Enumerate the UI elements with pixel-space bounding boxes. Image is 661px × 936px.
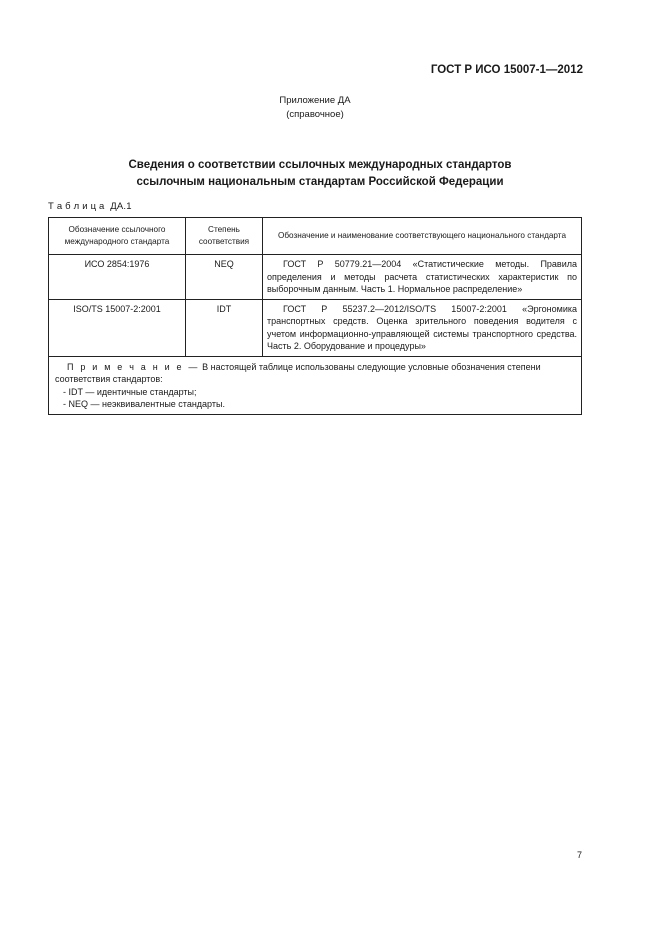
cell-degree: IDT	[186, 299, 263, 356]
note-item-neq: - NEQ — неэквивалентные стандарты.	[63, 399, 225, 409]
table-label: Т а б л и ц а ДА.1	[48, 201, 132, 212]
correspondence-table	[48, 217, 582, 415]
section-heading-line-2: ссылочным национальным стандартам Российской Федерации	[136, 176, 504, 188]
header-international-standard: Обозначение ссылочного международного стандарта	[49, 218, 186, 255]
cell-national: ГОСТ Р 50779.21—2004 «Статистические методы. Правила определения и методы расчета статистических характеристик по выборочным данным. Часть 1. Нормальное распределение»	[263, 255, 582, 300]
note-prefix: П р и м е ч а н и е —	[67, 361, 200, 372]
page-number: 7	[577, 850, 583, 860]
appendix-title: Приложение ДА	[279, 95, 351, 106]
note-item-idt: - IDT — идентичные стандарты;	[63, 386, 197, 397]
table-header-row	[49, 218, 582, 255]
table-note	[49, 356, 582, 414]
table-note-row	[49, 356, 582, 414]
cell-degree: NEQ	[186, 255, 263, 300]
note-text: В настоящей таблице использованы следующие условные обозначения степени соответствия стандартов:	[55, 361, 541, 384]
appendix-subtitle: (справочное)	[286, 109, 344, 120]
header-national-standard: Обозначение и наименование соответствующего национального стандарта	[263, 218, 582, 255]
note-paragraph	[55, 361, 575, 386]
section-heading-line-1: Сведения о соответствии ссылочных международных стандартов	[128, 159, 512, 171]
cell-ref: ИСО 2854:1976	[49, 255, 186, 300]
table-row	[49, 299, 582, 356]
cell-national: ГОСТ Р 55237.2—2012/ISO/TS 15007-2:2001 «Эргономика транспортных средств. Оценка зрительного поведения водителя с учетом информационно-управляющей системы транспортного средства. Часть 2. Оборудование и процедуры»	[263, 299, 582, 356]
table-row	[49, 255, 582, 300]
document-code: ГОСТ Р ИСО 15007-1—2012	[430, 64, 583, 76]
cell-ref: ISO/TS 15007-2:2001	[49, 299, 186, 356]
header-degree: Степень соответствия	[186, 218, 263, 255]
